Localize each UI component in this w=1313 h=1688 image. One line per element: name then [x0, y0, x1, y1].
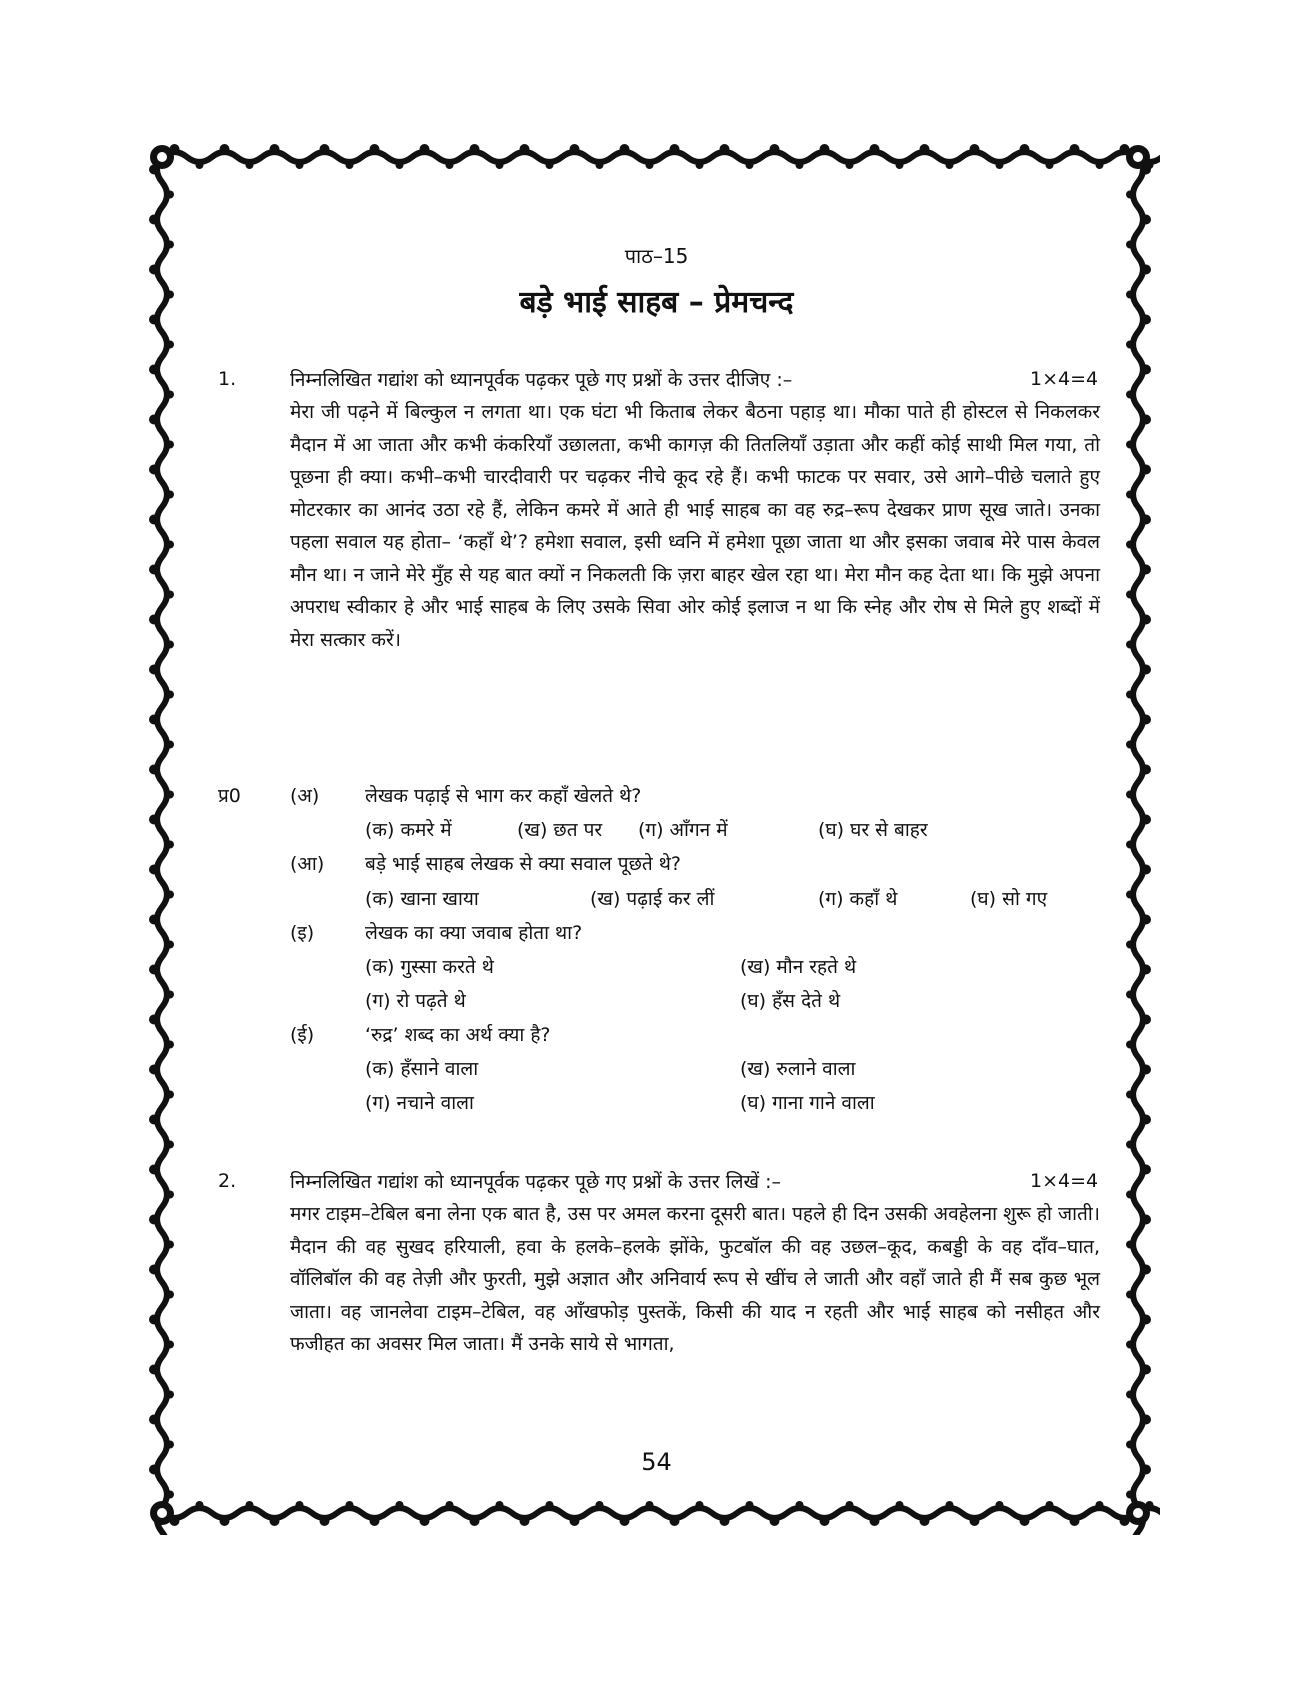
passage-text: मेरा जी पढ़ने में बिल्कुल न लगता था। एक घंटा भी किताब लेकर बैठना पहाड़ था। मौका पाते ही होस्टल से निकलकर मैदान में आ जाता और कभी कंकरियाँ उछालता, कभी कागज़ की तितलियाँ उड़ाता और कहीं कोई साथी मिल गया, तो पूछना ही क्या। कभी–कभी चारदीवारी पर चढ़कर नीचे कूद रहे हैं। कभी फाटक पर सवार, उसे आगे–पीछे चलाते हुए मोटरकार का आनंद उठा रहे हैं, लेकिन कमरे में आते ही भाई साहब का वह रुद्र–रूप देखकर प्राण सूख जाते। उनका पहला सवाल यह होता– ‘कहाँ थे’? हमेशा सवाल, इसी ध्वनि में हमेशा पूछा जाता था और इसका जवाब मेरे पास केवल मौन था। न जाने मेरे मुँह से यह बात क्यों न निकलती कि ज़रा बाहर खेल रहा था। मेरा मौन कह देता था। कि मुझे अपना अपराध स्वीकार हे और भाई साहब के लिए उसके सिवा ओर कोई इलाज न था कि स्नेह और रोष से मिले हुए शब्दों में मेरा सत्कार करें।	[290, 401, 1100, 651]
subq-a-option: (ख) छत पर	[517, 819, 603, 841]
subq-a-option: (घ) घर से बाहर	[818, 819, 928, 841]
subq-i-option: (ग) रो पढ़ते थे	[365, 990, 466, 1012]
page-number: 54	[641, 1448, 672, 1476]
subq-i-label: (इ)	[290, 922, 315, 944]
subq-i-option: (ख) मौन रहते थे	[740, 956, 857, 978]
subq-a-text: लेखक पढ़ाई से भाग कर कहाँ खेलते थे?	[365, 785, 642, 807]
subq-a-option: (ग) आँगन में	[638, 819, 728, 841]
chapter-label: पाठ–15	[624, 244, 689, 268]
subq-aa-option: (क) खाना खाया	[365, 888, 479, 910]
subq-i-option: (क) गुस्सा करते थे	[365, 956, 494, 978]
subq-ii-option: (ख) रुलाने वाला	[740, 1058, 856, 1080]
subq-a-label: (अ)	[290, 785, 320, 807]
question-2-number: 2.	[218, 1170, 237, 1192]
passage-text: मगर टाइम–टेबिल बना लेना एक बात है, उस पर अमल करना दूसरी बात। पहले ही दिन उसकी अवहेलना शुरू हो जाती। मैदान की वह सुखद हरियाली, हवा के हलके–हलके झोंके, फुटबॉल की वह उछल–कूद, कबड्डी के वह दाँव–घात, वॉलिबॉल की वह तेज़ी और फुरती, मुझे अज्ञात और अनिवार्य रूप से खींच ले जाती और वहाँ जाते ही मैं सब कुछ भूल जाता। वह जानलेवा टाइम–टेबिल, वह आँखफोड़ पुस्तकें, किसी की याद न रहती और भाई साहब को नसीहत और फजीहत का अवसर मिल जाता। मैं उनके साये से भागता,	[290, 1203, 1100, 1355]
question-2-passage	[290, 1198, 1100, 1361]
subq-ii-label: (ई)	[290, 1024, 315, 1046]
subq-aa-text: बड़े भाई साहब लेखक से क्या सवाल पूछते थे?	[365, 853, 681, 875]
question-2-marks: 1×4=4	[1030, 1170, 1099, 1192]
subq-a-option: (क) कमरे में	[365, 819, 452, 841]
subq-aa-option: (ग) कहाँ थे	[818, 888, 898, 910]
subq-ii-option: (ग) नचाने वाला	[365, 1092, 474, 1114]
question-2-instruction: निम्नलिखित गद्यांश को ध्यानपूर्वक पढ़कर पूछे गए प्रश्नों के उत्तर लिखें :–	[290, 1171, 782, 1193]
subq-ii-option: (घ) गाना गाने वाला	[740, 1092, 875, 1114]
subq-aa-label: (आ)	[290, 853, 325, 875]
question-1-number: 1.	[218, 368, 237, 390]
subq-i-option: (घ) हँस देते थे	[740, 990, 841, 1012]
subq-aa-option: (घ) सो गए	[970, 888, 1048, 910]
subq-i-text: लेखक का क्या जवाब होता था?	[365, 922, 583, 944]
subq-ii-text: ‘रुद्र’ शब्द का अर्थ क्या है?	[365, 1024, 551, 1046]
subq-ii-option: (क) हँसाने वाला	[365, 1058, 479, 1080]
question-1-passage	[290, 396, 1100, 656]
questions-label: प्र0	[218, 785, 241, 807]
chapter-title: बड़े भाई साहब – प्रेमचन्द	[519, 285, 794, 320]
question-1-marks: 1×4=4	[1030, 368, 1099, 390]
subq-aa-option: (ख) पढ़ाई कर लीं	[590, 888, 715, 910]
question-1-instruction: निम्नलिखित गद्यांश को ध्यानपूर्वक पढ़कर पूछे गए प्रश्नों के उत्तर दीजिए :–	[290, 369, 793, 391]
